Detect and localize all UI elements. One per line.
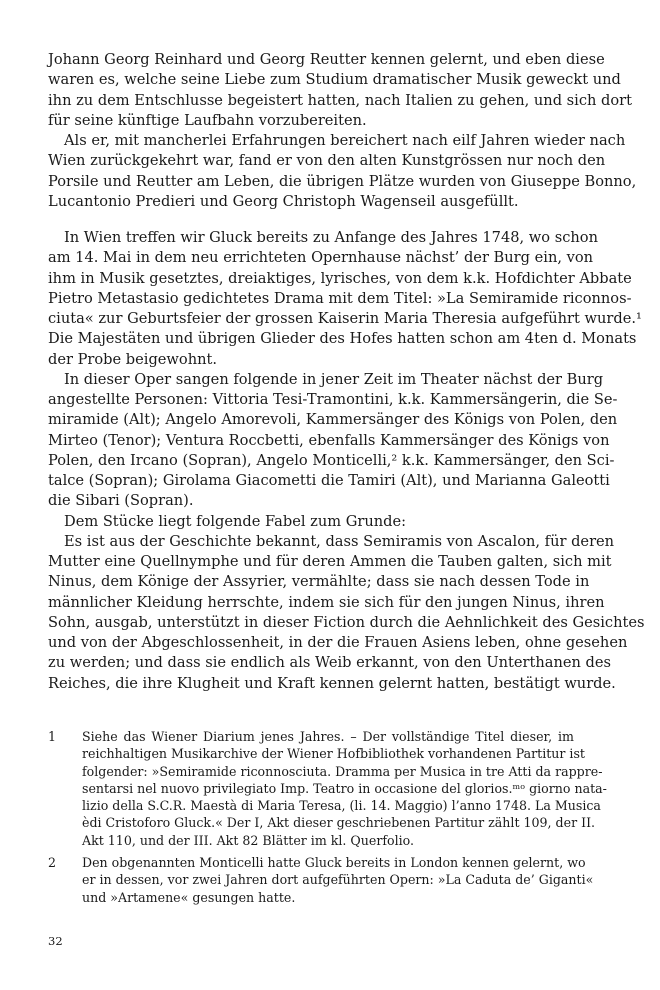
text-line: Reiches, die ihre Klugheit und Kraft kennen gelernt hatten, bestätigt wurde. [48,674,616,692]
text-line: Mutter eine Quellnymphe und für deren Ammen die Tauben galten, sich mit [48,553,612,570]
text-line: Lucantonio Predieri und Georg Christoph Wagenseil ausgefüllt. [48,192,519,210]
text-line: ihm in Musik gesetztes, dreiaktiges, lyrisches, von dem k.k. Hofdichter Abbate [48,269,632,287]
text-line: der Probe beigewohnt. [48,350,217,368]
text-line: zu werden; und dass sie endlich als Weib erkannt, von den Unterthanen des [48,654,612,672]
text-line: waren es, welche seine Liebe zum Studium dramatischer Musik geweckt und [48,71,621,89]
text-line: Polen, den Ircano (Sopran), Angelo Monticelli,² k.k. Kammersänger, den Sci- [48,451,615,469]
text-line: Wien zurückgekehrt war, fand er von den alten Kunstgrössen nur noch den [48,152,606,170]
footnote-line: èdi Cristoforo Gluck.« Der I, Akt dieser geschriebenen Partitur zählt 109, der II. [82,815,596,831]
footnote-line: und »Artamene« gesungen hatte. [82,889,296,905]
footnote-line: reichhaltigen Musikarchive der Wiener Hofbibliothek vorhandenen Partitur ist [82,746,585,762]
text-line: Dem Stücke liegt folgende Fabel zum Grunde: [64,512,407,530]
text-line: In Wien treffen wir Gluck bereits zu Anfange des Jahres 1748, wo schon [64,229,598,246]
text-line: die Sibari (Sopran). [48,492,194,510]
text-line: miramide (Alt); Angelo Amorevoli, Kammersänger des Königs von Polen, den [48,411,618,429]
footnote-line: sentarsi nel nuovo privilegiato Imp. Teatro in occasione del glorios.ᵐᵒ giorno nata- [82,780,607,796]
text-line: für seine künftige Laufbahn vorzubereiten. [48,111,367,129]
text-line: ihn zu dem Entschlusse begeistert hatten, nach Italien zu gehen, und sich dort [48,91,633,109]
text-line: und von der Abgeschlossenheit, in der die Frauen Asiens leben, ohne gesehen [48,634,628,651]
footnote-number: 1 [48,729,57,744]
footnotes [48,728,607,906]
footnote [48,728,607,849]
text-line: Porsile und Reutter am Leben, die übrigen Plätze wurden von Giuseppe Bonno, [48,172,637,190]
text-line: Mirteo (Tenor); Ventura Roccbetti, ebenfalls Kammersänger des Königs von [48,431,610,449]
footnote-line: Den obgenannten Monticelli hatte Gluck bereits in London kennen gelernt, wo [82,855,586,871]
footnote-line: folgender: »Semiramide riconnosciuta. Dramma per Musica in tre Atti da rappre- [82,763,603,779]
footnote-line: er in dessen, vor zwei Jahren dort aufgeführten Opern: »La Caduta de’ Giganti« [82,872,594,888]
text-line: Die Majestäten und übrigen Glieder des Hofes hatten schon am 4ten d. Monats [48,330,637,348]
text-line: ciuta« zur Geburtsfeier der grossen Kaiserin Maria Theresia aufgeführt wurde.¹ [48,310,642,327]
text-line: Johann Georg Reinhard und Georg Reutter kennen gelernt, und eben diese [48,51,605,68]
text-line: männlicher Kleidung herrschte, indem sie sich für den jungen Ninus, ihren [48,593,605,611]
paragraph-gap [48,212,574,228]
body-text [48,50,645,694]
text-line: In dieser Oper sangen folgende in jener Zeit im Theater nächst der Burg [64,370,604,388]
text-line: Als er, mit mancherlei Erfahrungen bereichert nach eilf Jahren wieder nach [64,132,626,149]
footnote [48,854,594,906]
text-line: Pietro Metastasio gedichtetes Drama mit dem Titel: »La Semiramide riconnos- [48,289,632,307]
text-line: am 14. Mai in dem neu errichteten Opernhause nächst’ der Burg ein, von [48,249,594,267]
text-line: Es ist aus der Geschichte bekannt, dass Semiramis von Ascalon, für deren [64,532,615,550]
footnote-number: 2 [48,855,57,871]
text-line: Sohn, ausgab, unterstützt in dieser Fiction durch die Aehnlichkeit des Gesichtes [48,613,645,631]
text-line: talce (Sopran); Girolama Giacometti die Tamiri (Alt), und Marianna Galeotti [48,472,610,489]
footnote-line: Siehe das Wiener Diarium jenes Jahres. – Der vollständige Titel dieser, im [82,729,574,744]
footnote-line: Akt 110, und der III. Akt 82 Blätter im kl. Querfolio. [82,832,415,848]
text-line: angestellte Personen: Vittoria Tesi-Tramontini, k.k. Kammersängerin, die Se- [48,391,618,408]
text-line: Ninus, dem Könige der Assyrier, vermählte; dass sie nach dessen Tode in [48,573,590,591]
footnote-line: lizio della S.C.R. Maestà di Maria Teresa, (li. 14. Maggio) l’anno 1748. La Musica [82,798,601,814]
page-number: 32 [48,934,63,948]
